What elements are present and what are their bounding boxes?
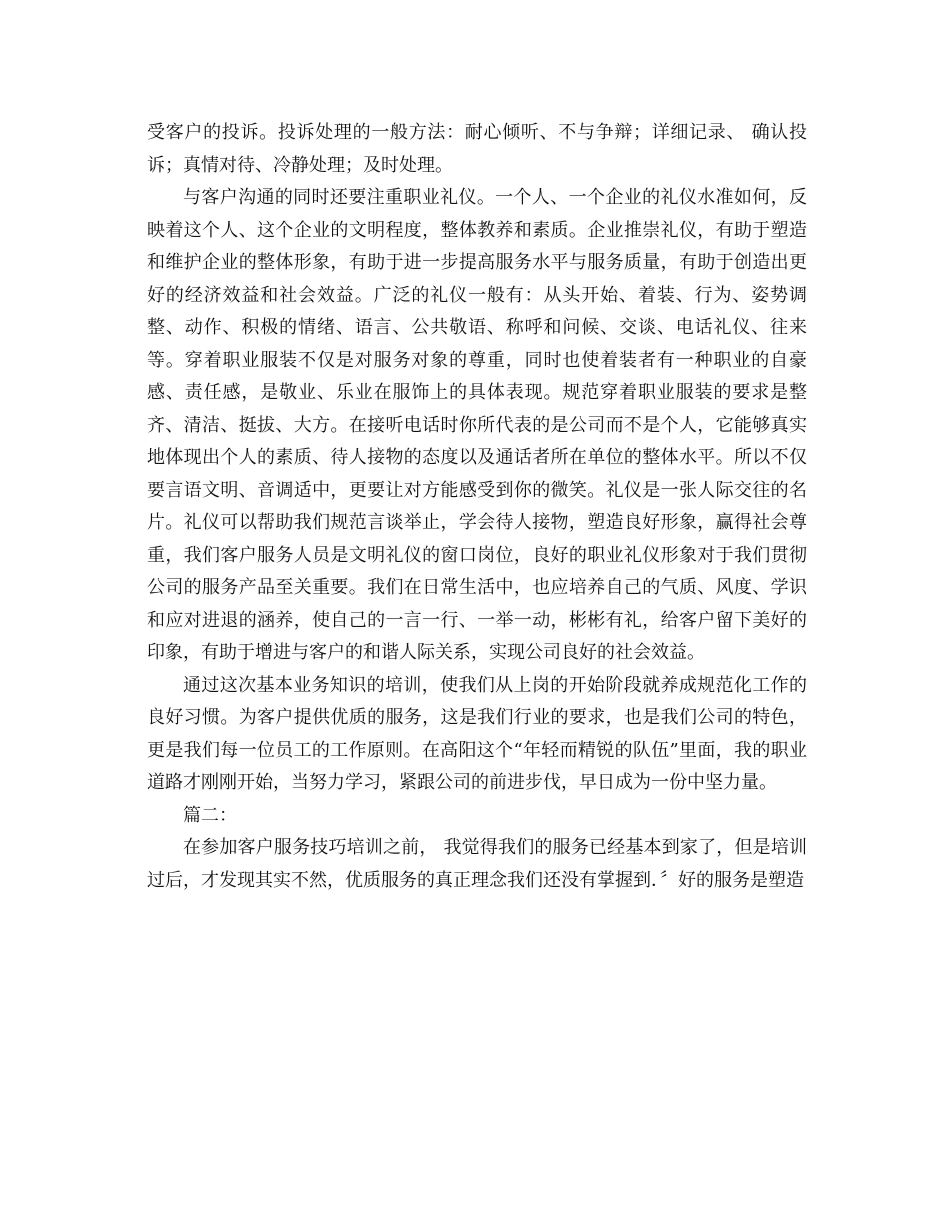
section-heading-part-two: 篇二： (183, 804, 237, 826)
paragraph-training-summary: 通过这次基本业务知识的培训，使我们从上岗的开始阶段就养成规范化工作的良好习惯。为客户提供优质的服务，这是我们行业的要求，也是我们公司的特色，更是我们每一位员工的工作原则。在高阳这个“年轻而精锐的队伍”里面，我的职业道路才刚刚开始，当努力学习，紧跟公司的前进步伐，早日成为一份中坚力量。 (147, 674, 807, 793)
paragraph-complaint-handling: 受客户的投诉。投诉处理的一般方法：耐心倾听、不与争辩；详细记录、 确认投诉；真情对待、冷静处理；及时处理。 (147, 122, 807, 176)
document-body (147, 117, 807, 897)
paragraph-professional-etiquette: 与客户沟通的同时还要注重职业礼仪。一个人、一个企业的礼仪水准如何，反映着这个人、这个企业的文明程度，整体教养和素质。企业推崇礼仪，有助于塑造和维护企业的整体形象，有助于进一步提高服务水平与服务质量，有助于创造出更好的经济效益和社会效益。广泛的礼仪一般有：从头开始、着装、行为、姿势调整、动作、积极的情绪、语言、公共敬语、称呼和问候、交谈、电话礼仪、往来等。穿着职业服装不仅是对服务对象的尊重，同时也使着装者有一种职业的自豪感、责任感，是敬业、乐业在服饰上的具体表现。规范穿着职业服装的要求是整齐、清洁、挺拔、大方。在接听电话时你所代表的是公司而不是个人，它能够真实地体现出个人的素质、待人接物的态度以及通话者所在单位的整体水平。所以不仅要言语文明、音调适中，更要让对方能感受到你的微笑。礼仪是一张人际交往的名片。礼仪可以帮助我们规范言谈举止，学会待人接物，塑造良好形象，赢得社会尊重，我们客户服务人员是文明礼仪的窗口岗位，良好的职业礼仪形象对于我们贯彻公司的服务产品至关重要。我们在日常生活中，也应培养自己的气质、风度、学识和应对进退的涵养，使自己的一言一行、一举一动，彬彬有礼，给客户留下美好的印象，有助于增进与客户的和谐人际关系，实现公司良好的社会效益。 (147, 187, 807, 663)
paragraph-service-skills-training: 在参加客户服务技巧培训之前， 我觉得我们的服务已经基本到家了，但是培训过后，才发现其实不然，优质服务的真正理念我们还没有掌握到．〞好的服务是塑造 (147, 837, 807, 891)
